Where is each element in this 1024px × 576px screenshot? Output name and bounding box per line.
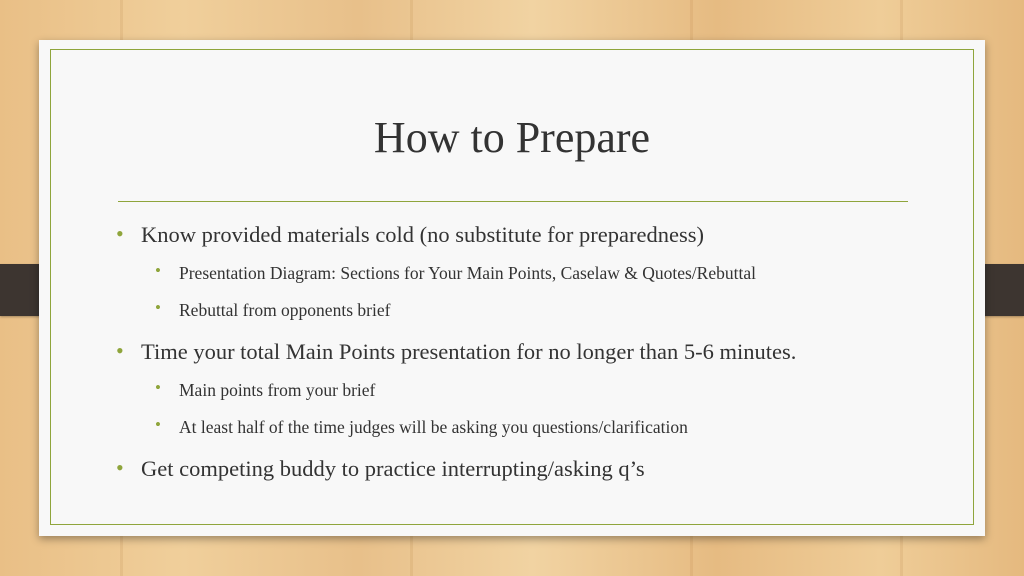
slide-title: How to Prepare — [373, 113, 651, 162]
bullet-item — [116, 338, 797, 365]
bullet-item — [116, 455, 645, 482]
title-divider — [118, 201, 908, 202]
slide — [39, 40, 985, 536]
bullet-icon: • — [116, 338, 124, 363]
bullet-icon: • — [155, 378, 161, 397]
bullet-icon: • — [155, 415, 161, 434]
sub-bullet-text: Rebuttal from opponents brief — [179, 300, 391, 320]
bullet-icon: • — [155, 298, 161, 317]
bullet-icon: • — [116, 455, 124, 480]
sub-bullet-text: At least half of the time judges will be asking you questions/clarification — [179, 417, 688, 437]
sub-bullet-item — [155, 261, 756, 284]
bullet-text: Get competing buddy to practice interrupting/asking q’s — [141, 456, 645, 481]
bullet-icon: • — [116, 221, 124, 246]
sub-bullet-item — [155, 415, 688, 438]
bullet-icon: • — [155, 261, 161, 280]
bullet-text: Know provided materials cold (no substitute for preparedness) — [141, 222, 704, 247]
sub-bullet-text: Main points from your brief — [179, 380, 376, 400]
sub-bullet-text: Presentation Diagram: Sections for Your Main Points, Caselaw & Quotes/Rebuttal — [179, 263, 756, 283]
sub-bullet-item — [155, 378, 376, 401]
bullet-text: Time your total Main Points presentation for no longer than 5-6 minutes. — [141, 339, 797, 364]
bullet-item — [116, 221, 704, 248]
sub-bullet-item — [155, 298, 391, 321]
